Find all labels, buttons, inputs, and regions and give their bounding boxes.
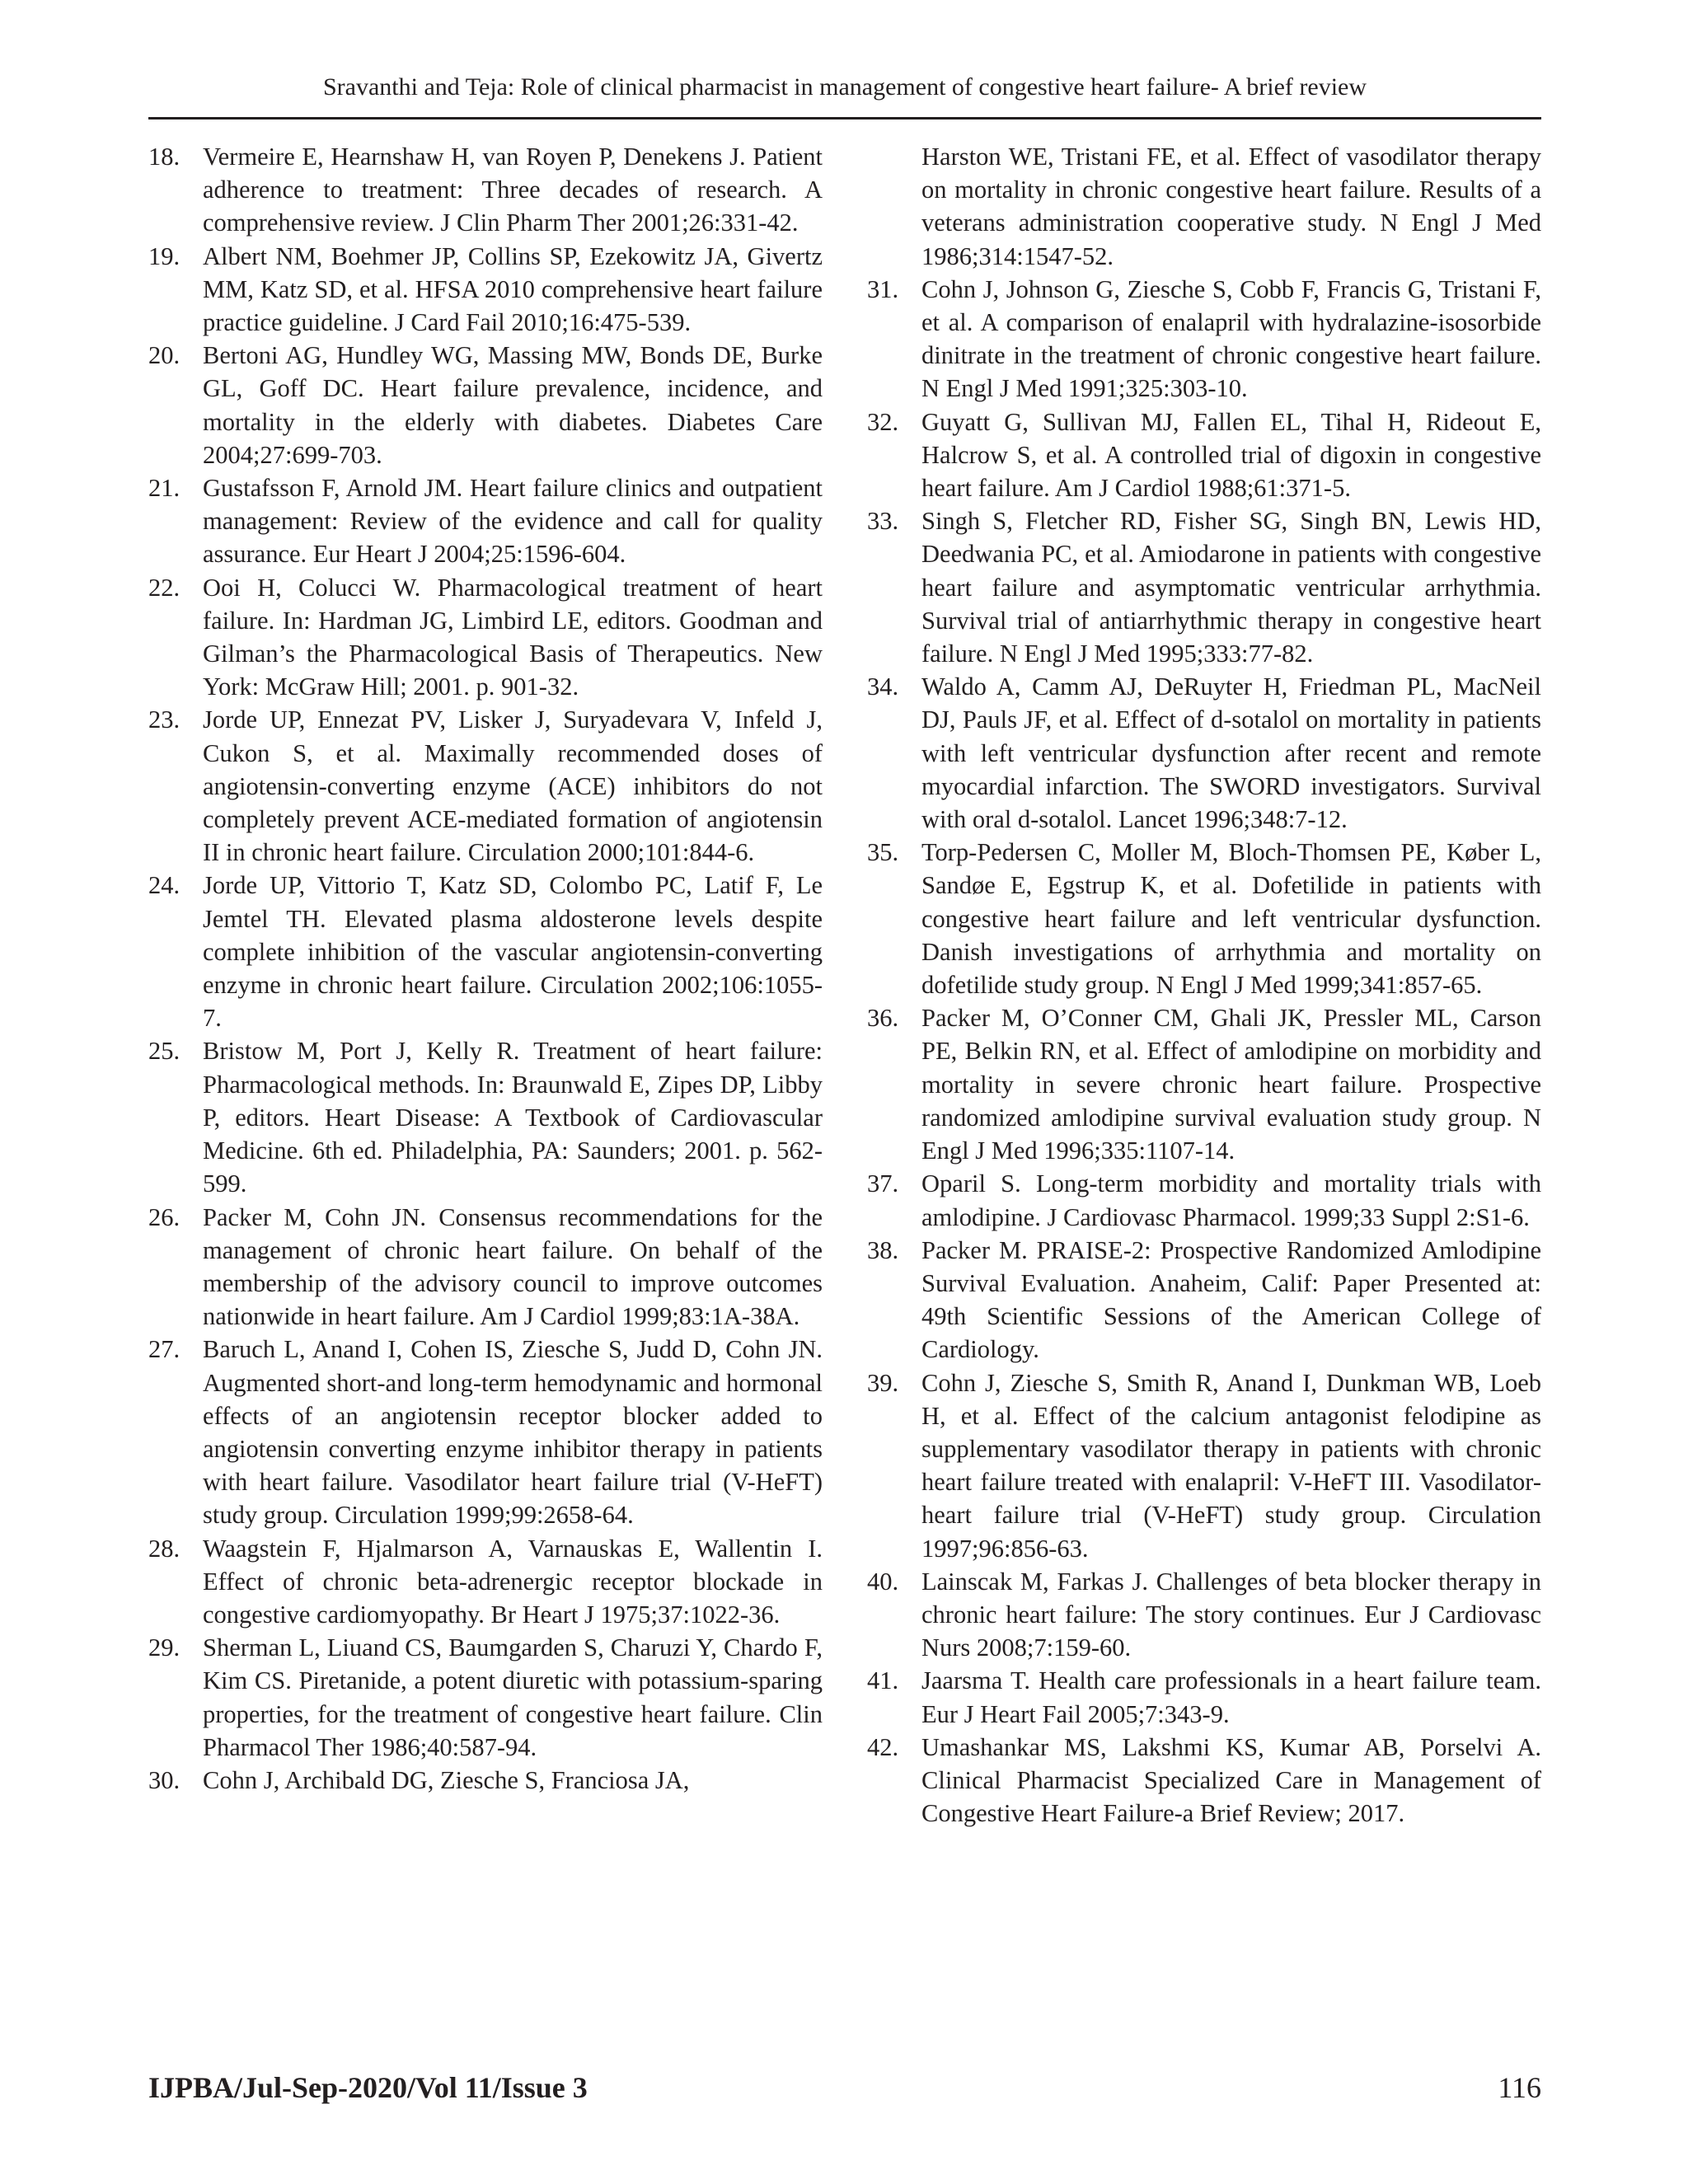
reference-text: Cohn J, Archibald DG, Ziesche S, Franciosa JA, xyxy=(203,1765,690,1794)
reference-item xyxy=(148,571,823,704)
reference-text: Waldo A, Camm AJ, DeRuyter H, Friedman PL, MacNeil DJ, Pauls JF, et al. Effect of d-sotalol on mortality in patients with left ventricular dysfunction after recent and remote myocardial infarction. The SWORD investigators. Survival with oral d-sotalol. Lancet 1996;348:7-12. xyxy=(921,673,1541,834)
reference-number: 31. xyxy=(867,274,899,303)
reference-number: 42. xyxy=(867,1732,899,1761)
reference-item xyxy=(148,471,823,571)
reference-text: Packer M, Cohn JN. Consensus recommendations for the management of chronic heart failure. On behalf of the membership of the advisory council to improve outcomes nationwide in heart failure. Am J Cardiol 1999;83:1A-38A. xyxy=(203,1202,823,1331)
reference-item xyxy=(148,1764,823,1797)
reference-number: 23. xyxy=(148,705,181,734)
reference-number: 38. xyxy=(867,1235,899,1264)
reference-number: 24. xyxy=(148,871,181,900)
reference-text: Cohn J, Ziesche S, Smith R, Anand I, Dunkman WB, Loeb H, et al. Effect of the calcium antagonist felodipine as supplementary vasodilator therapy in patients with chronic heart failure treated with enalapril: V-HeFT III. Vasodilator-heart failure trial (V-HeFT) study group. Circulation 1997;96:856-63. xyxy=(921,1368,1541,1563)
reference-item xyxy=(148,140,823,240)
reference-item xyxy=(867,670,1541,836)
reference-item xyxy=(148,1631,823,1764)
reference-number: 34. xyxy=(867,673,899,701)
reference-text: Packer M. PRAISE-2: Prospective Randomized Amlodipine Survival Evaluation. Anaheim, Calif: Paper Presented at: 49th Scientific Sessions of the American College of Cardiology. xyxy=(921,1235,1541,1364)
reference-item xyxy=(867,1664,1541,1730)
references-column-left xyxy=(148,140,823,1797)
reference-text: Harston WE, Tristani FE, et al. Effect of vasodilator therapy on mortality in chronic congestive heart failure. Results of a veterans administration cooperative study. N Engl J Med 1986;314:1547-52. xyxy=(921,143,1541,270)
reference-number: 27. xyxy=(148,1335,181,1364)
reference-number: 18. xyxy=(148,143,181,171)
reference-item xyxy=(148,703,823,869)
references-column-right xyxy=(867,140,1541,1830)
reference-text: Torp-Pedersen C, Moller M, Bloch-Thomsen PE, Køber L, Sandøe E, Egstrup K, et al. Dofetilide in patients with congestive heart failure and left ventricular dysfunction. Danish investigations of arrhythmia and mortality on dofetilide study group. N Engl J Med 1999;341:857-65. xyxy=(921,838,1541,1000)
reference-number: 35. xyxy=(867,838,899,867)
reference-item xyxy=(148,1333,823,1531)
reference-item xyxy=(867,1167,1541,1233)
reference-number: 41. xyxy=(867,1666,899,1695)
reference-item xyxy=(148,240,823,340)
reference-number: 39. xyxy=(867,1368,899,1397)
reference-text: Jaarsma T. Health care professionals in a heart failure team. Eur J Heart Fail 2005;7:343-9. xyxy=(921,1666,1541,1728)
reference-item xyxy=(867,1234,1541,1366)
reference-item xyxy=(148,1034,823,1200)
reference-text: Bristow M, Port J, Kelly R. Treatment of heart failure: Pharmacological methods. In: Braunwald E, Zipes DP, Libby P, editors. Heart Disease: A Textbook of Cardiovascular Medicine. 6th ed. Philadelphia, PA: Saunders; 2001. p. 562-599. xyxy=(203,1037,823,1198)
reference-text: Umashankar MS, Lakshmi KS, Kumar AB, Porselvi A. Clinical Pharmacist Specialized Care in Management of Congestive Heart Failure-a Brief Review; 2017. xyxy=(921,1732,1541,1828)
reference-item xyxy=(148,1201,823,1333)
reference-number: 25. xyxy=(148,1037,181,1066)
reference-text: Albert NM, Boehmer JP, Collins SP, Ezekowitz JA, Givertz MM, Katz SD, et al. HFSA 2010 comprehensive heart failure practice guideline. J Card Fail 2010;16:475-539. xyxy=(203,241,823,337)
reference-number: 29. xyxy=(148,1633,181,1662)
reference-text: Lainscak M, Farkas J. Challenges of beta blocker therapy in chronic heart failure: The story continues. Eur J Cardiovasc Nurs 2008;7:159-60. xyxy=(921,1567,1541,1662)
reference-number: 37. xyxy=(867,1169,899,1198)
reference-number: 36. xyxy=(867,1004,899,1033)
reference-text: Jorde UP, Ennezat PV, Lisker J, Suryadevara V, Infeld J, Cukon S, et al. Maximally recommended doses of angiotensin-converting enzyme (ACE) inhibitors do not completely prevent ACE-mediated formation of angiotensin II in chronic heart failure. Circulation 2000;101:844-6. xyxy=(203,705,823,867)
reference-number: 26. xyxy=(148,1202,181,1231)
journal-issue: IJPBA/Jul-Sep-2020/Vol 11/Issue 3 xyxy=(148,2071,588,2104)
reference-item xyxy=(867,1565,1541,1665)
reference-item xyxy=(867,1731,1541,1830)
reference-text: Cohn J, Johnson G, Ziesche S, Cobb F, Francis G, Tristani F, et al. A comparison of enalapril with hydralazine-isosorbide dinitrate in the treatment of chronic congestive heart failure. N Engl J Med 1991;325:303-10. xyxy=(921,274,1541,403)
reference-number: 40. xyxy=(867,1567,899,1596)
reference-item xyxy=(148,339,823,471)
running-header: Sravanthi and Teja: Role of clinical pharmacist in management of congestive heart failure- A brief review xyxy=(148,66,1541,120)
reference-item xyxy=(867,836,1541,1001)
page-footer xyxy=(148,2067,1541,2108)
reference-text: Ooi H, Colucci W. Pharmacological treatment of heart failure. In: Hardman JG, Limbird LE, editors. Goodman and Gilman’s the Pharmacological Basis of Therapeutics. New York: McGraw Hill; 2001. p. 901-32. xyxy=(203,573,823,701)
reference-text: Baruch L, Anand I, Cohen IS, Ziesche S, Judd D, Cohn JN. Augmented short-and long-term hemodynamic and hormonal effects of an angiotensin receptor blocker added to angiotensin converting enzyme inhibitor therapy in patients with heart failure. Vasodilator heart failure trial (V-HeFT) study group. Circulation 1999;99:2658-64. xyxy=(203,1335,823,1530)
reference-item xyxy=(867,1366,1541,1565)
reference-text: Bertoni AG, Hundley WG, Massing MW, Bonds DE, Burke GL, Goff DC. Heart failure prevalence, incidence, and mortality in the elderly with diabetes. Diabetes Care 2004;27:699-703. xyxy=(203,341,823,469)
reference-item xyxy=(867,405,1541,505)
reference-number: 30. xyxy=(148,1765,181,1794)
reference-text: Jorde UP, Vittorio T, Katz SD, Colombo PC, Latif F, Le Jemtel TH. Elevated plasma aldosterone levels despite complete inhibition of the vascular angiotensin-converting enzyme in chronic heart failure. Circulation 2002;106:1055-7. xyxy=(203,871,823,1033)
reference-number: 28. xyxy=(148,1534,181,1563)
reference-number: 21. xyxy=(148,474,181,503)
reference-item xyxy=(148,1532,823,1632)
reference-number: 33. xyxy=(867,507,899,536)
reference-number: 22. xyxy=(148,573,181,602)
reference-number: 32. xyxy=(867,407,899,436)
reference-item xyxy=(148,869,823,1034)
reference-text: Vermeire E, Hearnshaw H, van Royen P, Denekens J. Patient adherence to treatment: Three decades of research. A comprehensive review. J Clin Pharm Ther 2001;26:331-42. xyxy=(203,143,823,237)
reference-text: Oparil S. Long-term morbidity and mortality trials with amlodipine. J Cardiovasc Pharmacol. 1999;33 Suppl 2:S1-6. xyxy=(921,1169,1541,1231)
reference-item xyxy=(867,273,1541,405)
reference-text: Packer M, O’Conner CM, Ghali JK, Pressler ML, Carson PE, Belkin RN, et al. Effect of amlodipine on morbidity and mortality in severe chronic heart failure. Prospective randomized amlodipine survival evaluation study group. N Engl J Med 1996;335:1107-14. xyxy=(921,1004,1541,1165)
page-number: 116 xyxy=(1498,2071,1541,2104)
reference-text: Guyatt G, Sullivan MJ, Fallen EL, Tihal H, Rideout E, Halcrow S, et al. A controlled trial of digoxin in congestive heart failure. Am J Cardiol 1988;61:371-5. xyxy=(921,407,1541,503)
reference-text: Singh S, Fletcher RD, Fisher SG, Singh BN, Lewis HD, Deedwania PC, et al. Amiodarone in patients with congestive heart failure and asymptomatic ventricular arrhythmia. Survival trial of antiarrhythmic therapy in congestive heart failure. N Engl J Med 1995;333:77-82. xyxy=(921,507,1541,668)
reference-item xyxy=(867,504,1541,670)
reference-number: 20. xyxy=(148,341,181,370)
reference-continuation xyxy=(867,140,1541,273)
reference-text: Waagstein F, Hjalmarson A, Varnauskas E, Wallentin I. Effect of chronic beta-adrenergic receptor blockade in congestive cardiomyopathy. Br Heart J 1975;37:1022-36. xyxy=(203,1534,823,1629)
reference-item xyxy=(867,1001,1541,1167)
reference-number: 19. xyxy=(148,241,181,270)
reference-text: Gustafsson F, Arnold JM. Heart failure clinics and outpatient management: Review of the evidence and call for quality assurance. Eur Heart J 2004;25:1596-604. xyxy=(203,474,823,569)
reference-text: Sherman L, Liuand CS, Baumgarden S, Charuzi Y, Chardo F, Kim CS. Piretanide, a potent diuretic with potassium-sparing properties, for the treatment of congestive heart failure. Clin Pharmacol Ther 1986;40:587-94. xyxy=(203,1633,823,1761)
